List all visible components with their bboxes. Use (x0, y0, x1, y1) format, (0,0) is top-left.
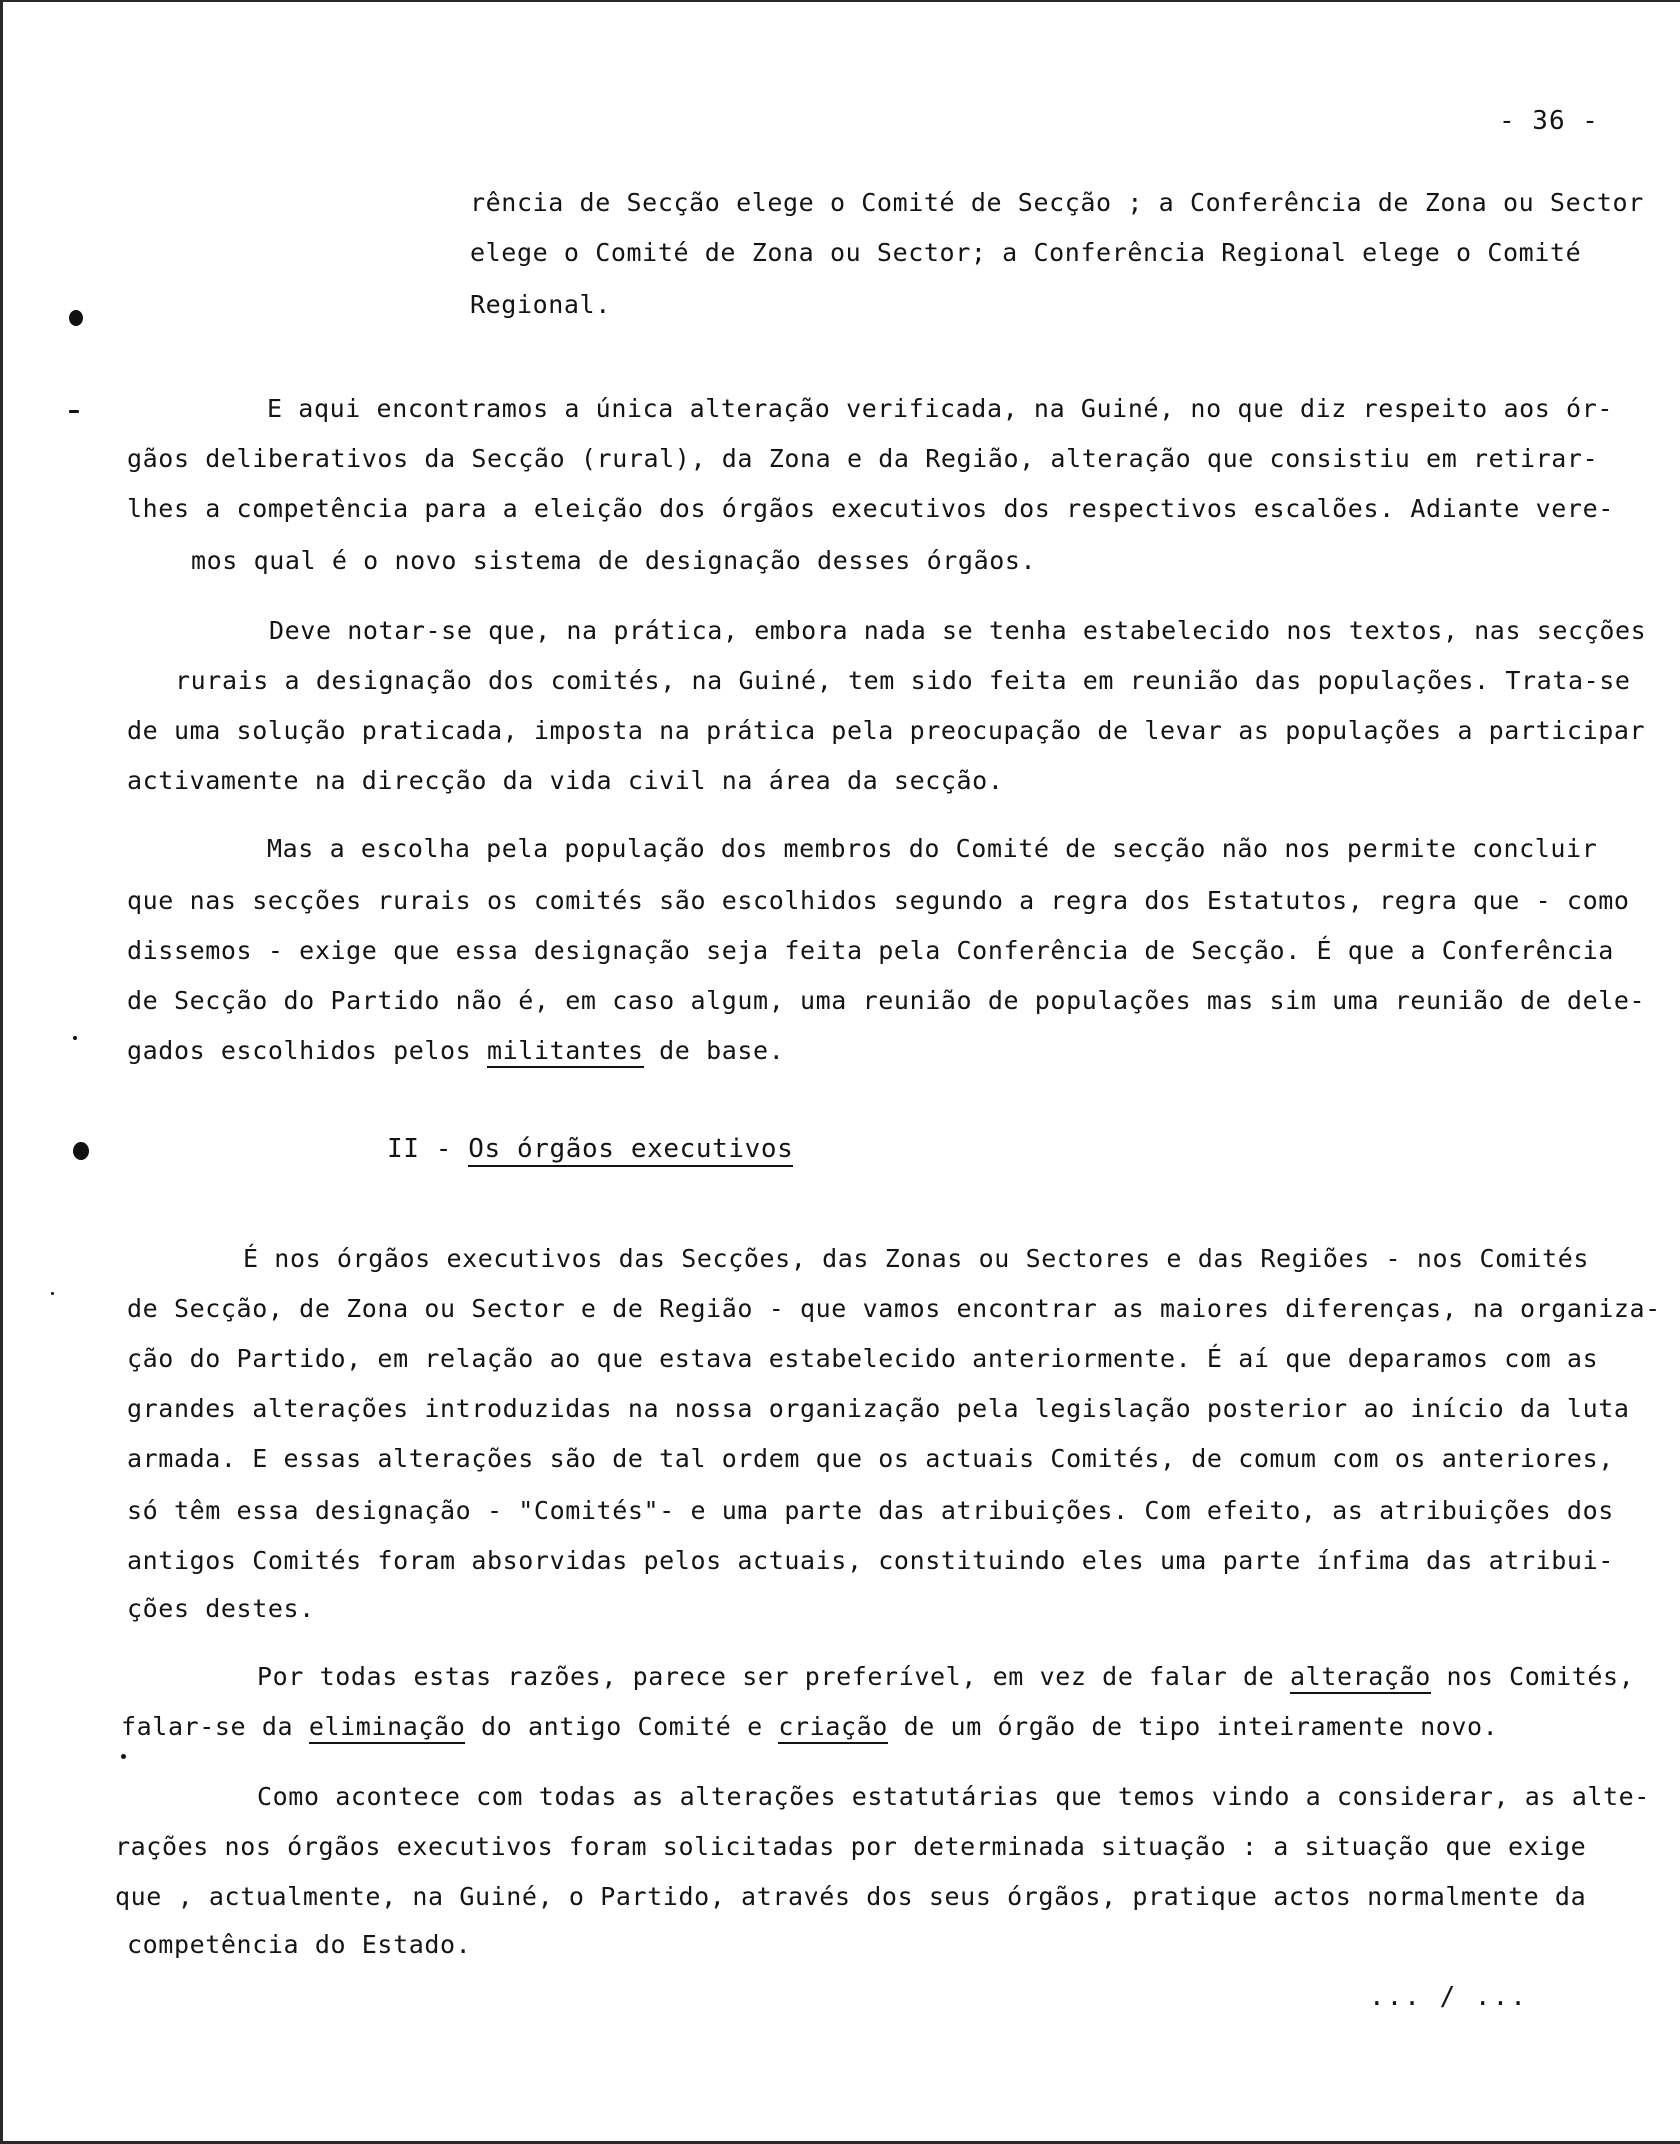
text-line: rurais a designação dos comités, na Guiné, tem sido feita em reunião das populações. Trata-se (175, 666, 1631, 695)
text-line: Deve notar-se que, na prática, embora nada se tenha estabelecido nos textos, nas secções (269, 616, 1647, 645)
text-line: Mas a escolha pela população dos membros do Comité de secção não nos permite concluir (267, 834, 1598, 863)
text-line: Como acontece com todas as alterações estatutárias que temos vindo a considerar, as alte- (257, 1782, 1650, 1811)
text-line: Regional. (470, 290, 611, 319)
margin-speck (69, 410, 79, 413)
section-title: Os órgãos executivos (468, 1134, 793, 1167)
text-line: só têm essa designação - "Comités"- e uma parte das atribuições. Com efeito, as atribuições dos (127, 1496, 1614, 1525)
text-span: nos Comités, (1430, 1662, 1635, 1691)
text-line: que nas secções rurais os comités são escolhidos segundo a regra dos Estatutos, regra que - como (127, 886, 1630, 915)
text-line: armada. E essas alterações são de tal ordem que os actuais Comités, de comum com os anteriores, (127, 1444, 1614, 1473)
text-line: É nos órgãos executivos das Secções, das Zonas ou Sectores e das Regiões - nos Comités (243, 1244, 1590, 1273)
text-line: E aqui encontramos a única alteração verificada, na Guiné, no que diz respeito aos ór- (267, 394, 1614, 423)
section-number: II - (387, 1134, 469, 1164)
section-heading (387, 1134, 793, 1164)
margin-speck (51, 1292, 54, 1295)
text-line: gãos deliberativos da Secção (rural), da Zona e da Região, alteração que consistiu em retirar- (127, 444, 1599, 473)
margin-speck (121, 1754, 126, 1759)
text-line: lhes a competência para a eleição dos órgãos executivos dos respectivos escalões. Adiante vere- (127, 494, 1614, 523)
text-line: mos qual é o novo sistema de designação desses órgãos. (191, 546, 1037, 575)
text-line (121, 1712, 1498, 1742)
text-line: activamente na direcção da vida civil na área da secção. (127, 766, 1004, 795)
text-line: ção do Partido, em relação ao que estava estabelecido anteriormente. É aí que deparamos com as (127, 1344, 1599, 1373)
text-line: antigos Comités foram absorvidas pelos actuais, constituindo eles uma parte ínfima das atribui- (127, 1546, 1614, 1575)
underlined-word: militantes (487, 1036, 644, 1068)
text-line (127, 1036, 784, 1066)
page-number: - 36 - (1499, 106, 1599, 136)
continuation-mark: ... / ... (1369, 1982, 1528, 2012)
margin-speck (73, 1036, 77, 1040)
text-line: de uma solução praticada, imposta na prática pela preocupação de levar as populações a participar (127, 716, 1646, 745)
text-line: que , actualmente, na Guiné, o Partido, através dos seus órgãos, pratique actos normalmente da (115, 1882, 1587, 1911)
text-line: rência de Secção elege o Comité de Secção ; a Conferência de Zona ou Sector (470, 188, 1644, 217)
text-line: grandes alterações introduzidas na nossa organização pela legislação posterior ao início da luta (127, 1394, 1630, 1423)
text-span: falar-se da (121, 1712, 309, 1741)
text-line: rações nos órgãos executivos foram solicitadas por determinada situação : a situação que exige (115, 1832, 1587, 1861)
text-line: de Secção, de Zona ou Sector e de Região - que vamos encontrar as maiores diferenças, na organiza- (127, 1294, 1661, 1323)
text-line: dissemos - exige que essa designação seja feita pela Conferência de Secção. É que a Conferência (127, 936, 1614, 965)
text-span: do antigo Comité e (465, 1712, 779, 1741)
underlined-word: eliminação (309, 1712, 466, 1744)
underlined-word: alteração (1290, 1662, 1431, 1694)
text-span: gados escolhidos pelos (127, 1036, 487, 1065)
text-line: de Secção do Partido não é, em caso algum, uma reunião de populações mas sim uma reunião de dele- (127, 986, 1646, 1015)
text-line: elege o Comité de Zona ou Sector; a Conferência Regional elege o Comité (470, 238, 1582, 267)
text-span: de base. (643, 1036, 785, 1065)
punch-hole-mark (69, 310, 83, 326)
punch-hole-mark (73, 1142, 89, 1160)
text-span: de um órgão de tipo inteiramente novo. (887, 1712, 1499, 1741)
underlined-word: criação (778, 1712, 888, 1744)
text-span: Por todas estas razões, parece ser preferível, em vez de falar de (257, 1662, 1290, 1691)
text-line: competência do Estado. (127, 1930, 472, 1959)
text-line: ções destes. (127, 1594, 315, 1623)
text-line (257, 1662, 1634, 1692)
